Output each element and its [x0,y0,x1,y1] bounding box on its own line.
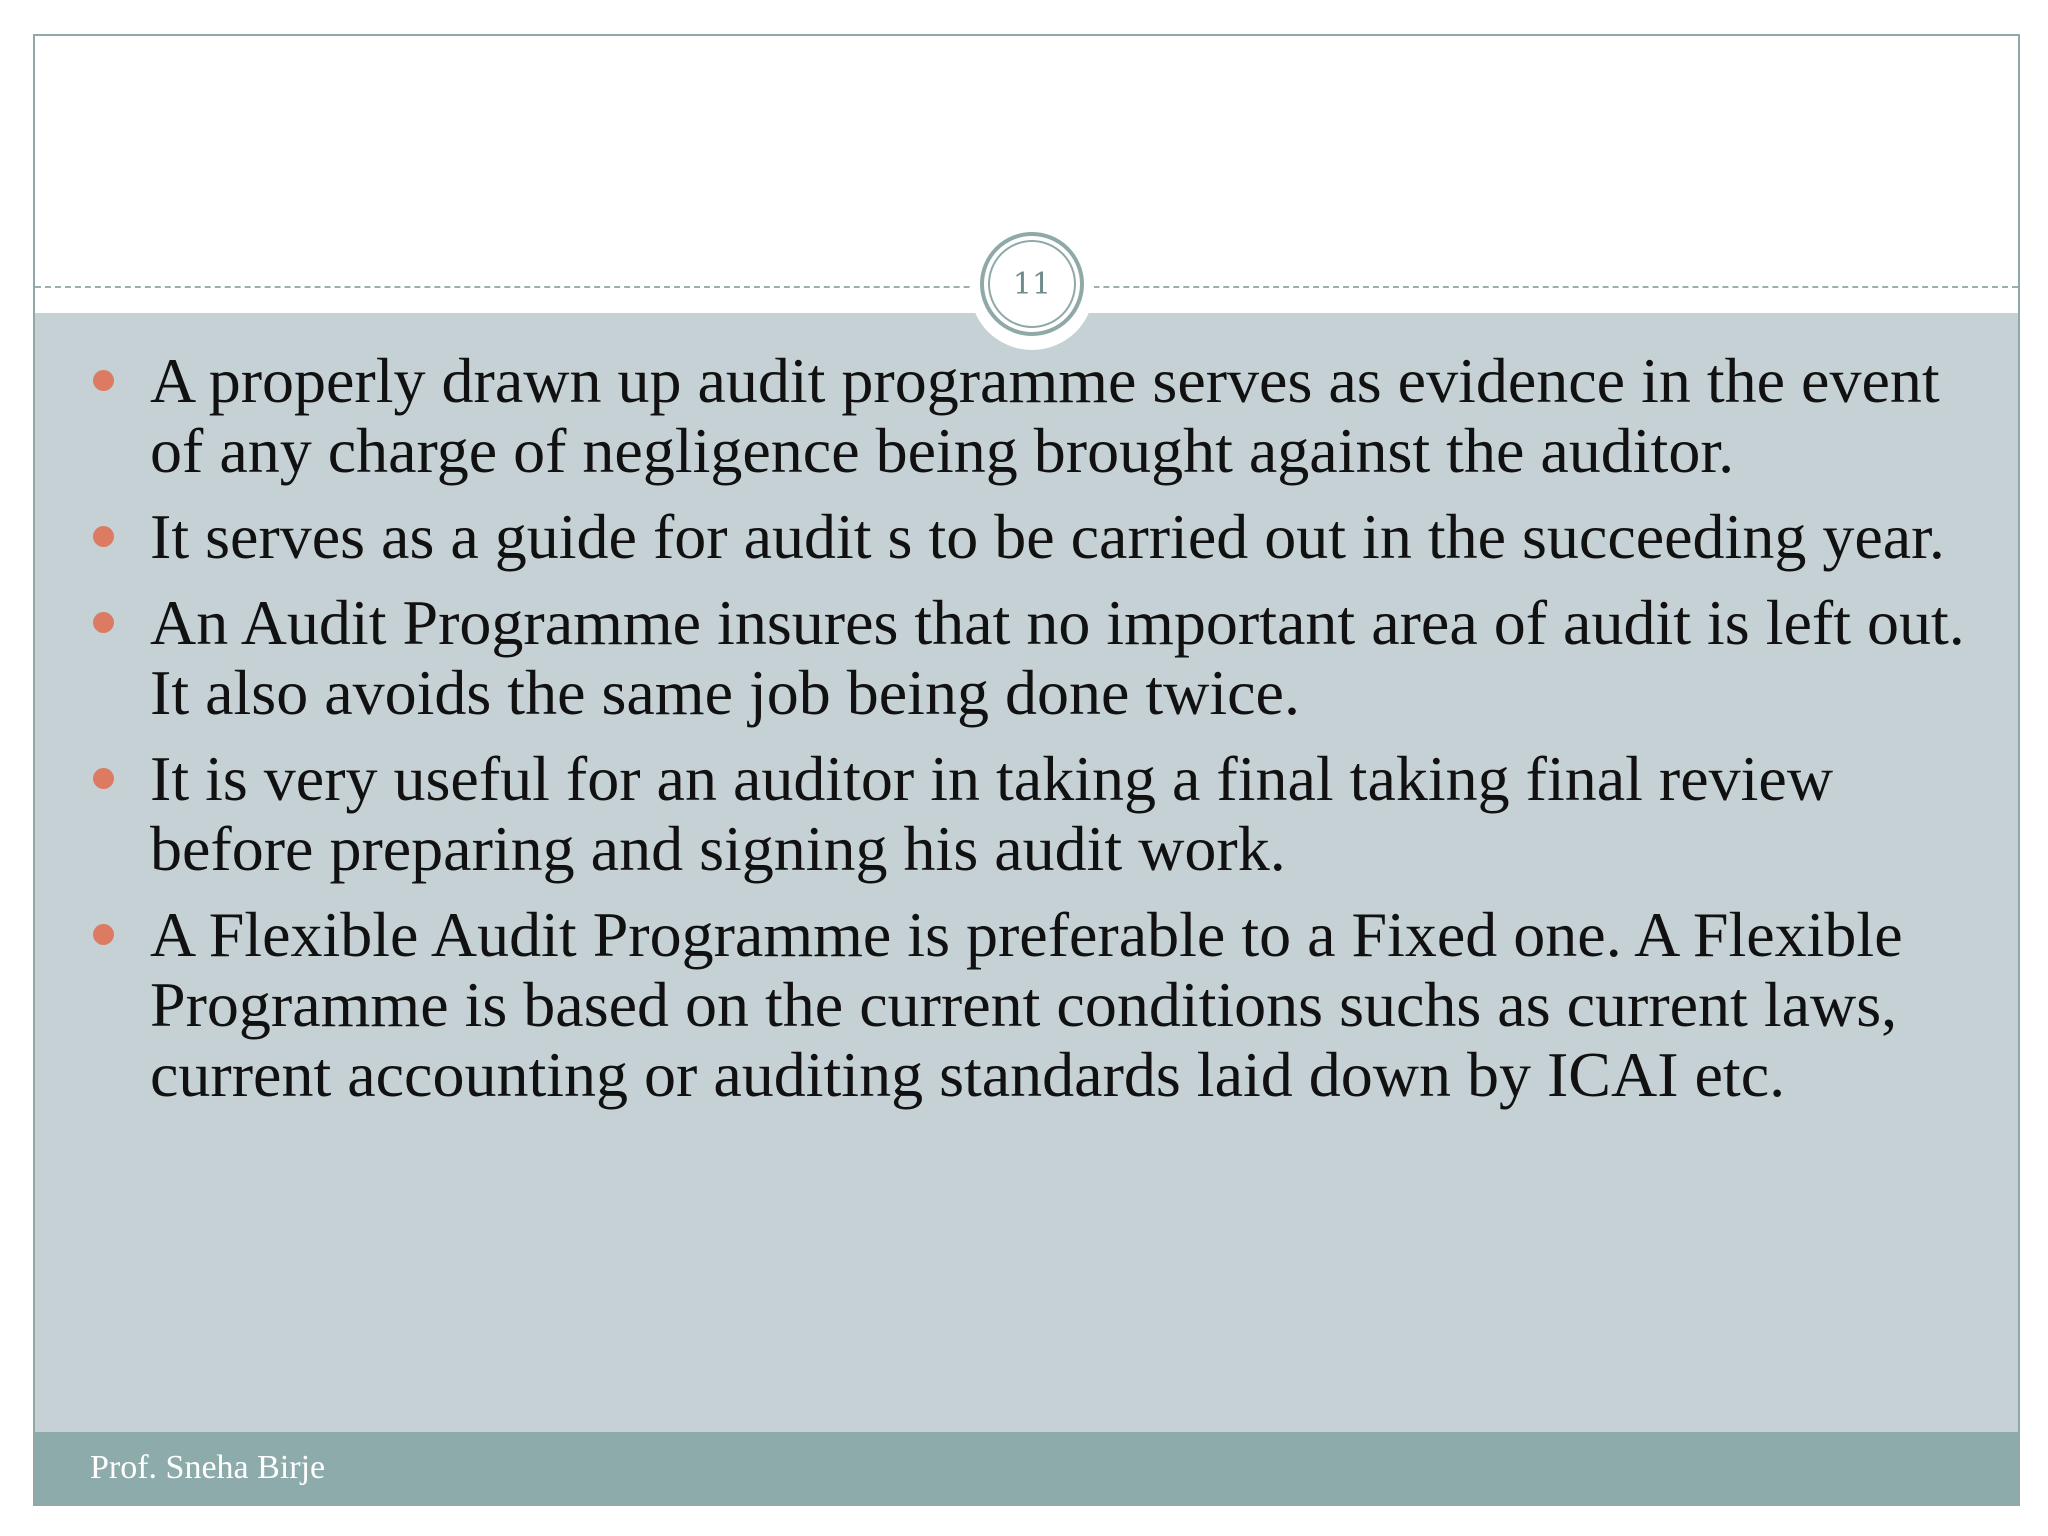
bullet-text: A Flexible Audit Programme is preferable to a Fixed one. A Flexible Programme is based on the current conditions suchs as current laws, current accounting or auditing standards laid down by ICAI etc. [150,899,1903,1110]
bullet-dot-icon [93,924,114,945]
bullet-dot-icon [93,768,114,789]
bullet-item [35,900,2018,1110]
bullet-dot-icon [93,526,114,547]
bullet-dot-icon [93,370,114,391]
footer-author: Prof. Sneha Birje [90,1449,326,1486]
bullet-item [35,588,2018,728]
bullet-text: It serves as a guide for audit s to be carried out in the succeeding year. [150,501,1945,572]
bullet-item [35,502,2018,572]
bullet-text: It is very useful for an auditor in taking a final taking final review before preparing and signing his audit work. [150,743,1834,884]
bullet-text: A properly drawn up audit programme serves as evidence in the event of any charge of negligence being brought against the auditor. [150,345,1940,486]
bullet-list [35,346,2018,1126]
bullet-dot-icon [93,612,114,633]
bullet-text: An Audit Programme insures that no important area of audit is left out. It also avoids the same job being done twice. [150,587,1965,728]
bullet-item [35,346,2018,486]
footer-bar [35,1432,2018,1504]
slide [33,34,2020,1506]
bullet-item [35,744,2018,884]
page-number-badge: 11 [988,240,1076,328]
